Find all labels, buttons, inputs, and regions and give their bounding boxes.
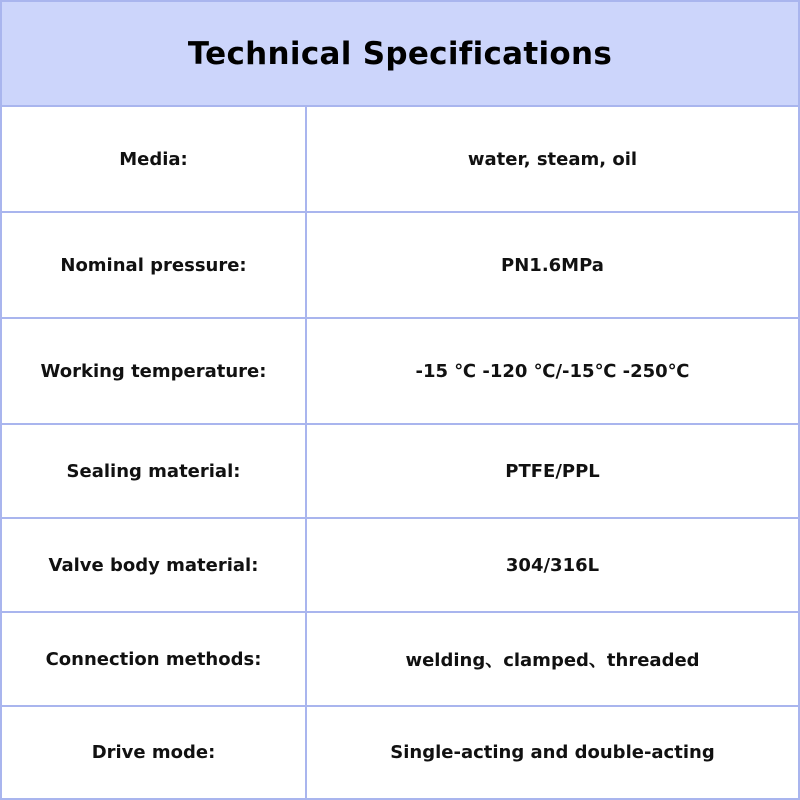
row-label: Nominal pressure: [2, 213, 307, 317]
row-label: Sealing material: [2, 425, 307, 517]
row-label: Connection methods: [2, 613, 307, 705]
table-row-connection-methods [2, 613, 798, 707]
row-label: Drive mode: [2, 707, 307, 798]
table-row-drive-mode [2, 707, 798, 798]
table-row-nominal-pressure [2, 213, 798, 319]
page-title: Technical Specifications [187, 35, 613, 72]
row-value: Single-acting and double-acting [390, 742, 715, 763]
row-value: 304/316L [505, 554, 600, 576]
table-row-sealing-material [2, 425, 798, 519]
table-row-media [2, 107, 798, 213]
row-label: Media: [2, 107, 307, 211]
row-value: welding、clamped、threaded [405, 650, 700, 671]
row-value: PTFE/PPL [505, 460, 600, 482]
row-label: Valve body material: [2, 519, 307, 611]
table-header [2, 2, 798, 107]
row-value: water, steam, oil [467, 148, 638, 170]
table-row-working-temperature [2, 319, 798, 425]
table-row-valve-body-material [2, 519, 798, 613]
row-value: PN1.6MPa [501, 254, 604, 276]
row-value: -15 ℃ -120 ℃/-15℃ -250℃ [415, 360, 690, 382]
row-label: Working temperature: [2, 319, 307, 423]
